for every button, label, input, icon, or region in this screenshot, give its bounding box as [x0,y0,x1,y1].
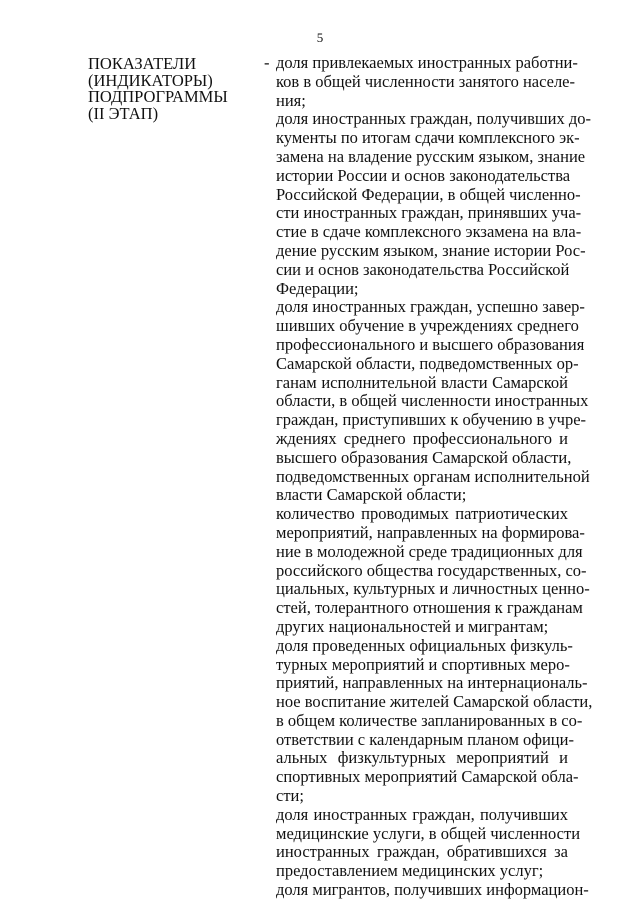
text-line: иностранных граждан, обратившихся за [276,842,568,862]
text-line: профессионального и высшего образования [276,334,585,354]
indicator-paragraph [276,109,591,298]
text-line: шивших обучение в учреждениях среднего [276,316,579,336]
text-line: высшего образования Самарской области, [276,447,572,467]
text-line: российского общества государственных, со- [276,560,587,580]
indicator-paragraph [276,53,578,110]
list-dash: - [264,53,270,72]
heading-line: (ИНДИКАТОРЫ) [88,70,213,90]
text-line: количество проводимых патриотических [276,504,568,524]
text-line: ков в общей численности занятого населе- [276,71,575,91]
text-line: альных физкультурных мероприятий и [276,748,568,768]
text-line: спортивных мероприятий Самарской обла- [276,767,579,787]
text-line: сти; [276,786,304,806]
text-line: граждан, приступивших к обучению в учре- [276,410,587,430]
text-line: циальных, культурных и личностных ценно- [276,579,590,599]
text-line: стей, толерантного отношения к гражданам [276,598,583,618]
text-line: предоставлением медицинских услуг; [276,861,544,881]
text-line: ние в молодежной среде традиционных для [276,541,583,561]
text-line: подведомственных органам исполнительной [276,466,590,486]
text-line: дение русским языком, знание истории Рос- [276,240,586,260]
text-line: Российской Федерации, в общей численно- [276,184,581,204]
text-line: истории России и основ законодательства [276,165,571,185]
section-heading [88,56,248,123]
text-line: доля проведенных официальных физкуль- [276,635,573,655]
text-line: сии и основ законодательства Российской [276,259,570,279]
text-line: доля привлекаемых иностранных работни- [276,53,578,72]
heading-line: ПОДПРОГРАММЫ [88,87,228,107]
indicators-text [276,53,593,900]
text-line: доля иностранных граждан, получивших до- [276,109,591,129]
text-line: мероприятий, направленных на формирова- [276,522,585,542]
heading-line: (II ЭТАП) [88,104,159,124]
text-line: сти иностранных граждан, принявших уча- [276,203,582,223]
text-line: замена на владение русским языком, знание [276,146,586,166]
indicator-paragraph [276,635,593,806]
text-line: медицинские услуги, в общей численности [276,823,581,843]
text-line: турных мероприятий и спортивных меро- [276,654,570,674]
text-line: доля иностранных граждан, получивших [276,804,568,824]
indicator-paragraph [276,504,590,637]
text-line: Федерации; [276,278,359,298]
indicator-paragraph [276,804,581,881]
text-line: ное воспитание жителей Самарской области, [276,692,593,712]
text-line: стие в сдаче комплексного экзамена на вла- [276,222,582,242]
text-line: власти Самарской области; [276,485,467,505]
text-line: кументы по итогам сдачи комплексного эк- [276,128,580,148]
text-line: ждениях среднего профессионального и [276,428,568,448]
text-line: доля иностранных граждан, успешно завер- [276,297,585,317]
text-line: ответствии с календарным планом офици- [276,729,574,749]
text-line: ганам исполнительной власти Самарской [276,372,568,392]
text-line: области, в общей численности иностранных [276,391,589,411]
text-line: Самарской области, подведомственных ор- [276,353,579,373]
text-line: ния; [276,90,306,110]
text-line: доля мигрантов, получивших информацион- [276,880,589,900]
text-line: других национальностей и мигрантам; [276,616,549,636]
indicator-paragraph [276,880,589,900]
text-line: приятий, направленных на интернациональ- [276,673,588,693]
indicator-paragraph [276,297,590,505]
page-number: 5 [316,30,324,45]
text-line: в общем количестве запланированных в со- [276,710,583,730]
heading-line: ПОКАЗАТЕЛИ [88,54,197,73]
